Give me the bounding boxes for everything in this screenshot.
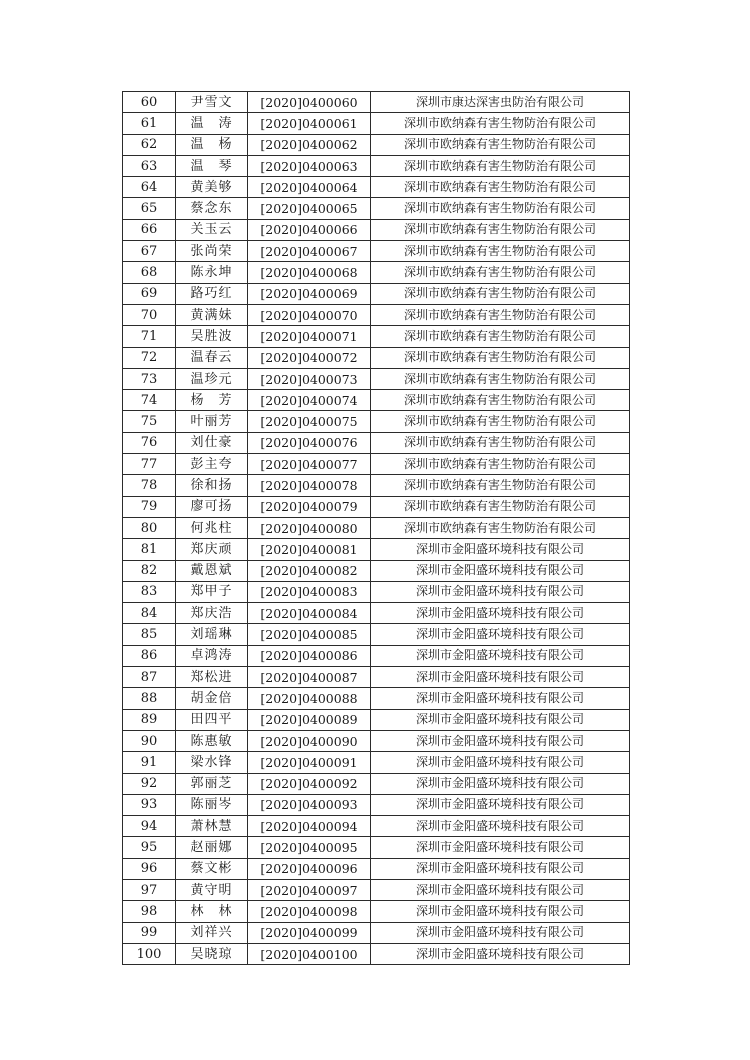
person-name: 郑松进: [176, 667, 248, 688]
table-row: [123, 517, 630, 538]
certificate-number: [2020]0400095: [248, 837, 371, 858]
person-name: 杨 芳: [176, 390, 248, 411]
row-number: 92: [123, 773, 176, 794]
certificate-number: [2020]0400086: [248, 645, 371, 666]
company-name: 深圳市欧纳森有害生物防治有限公司: [371, 241, 630, 262]
company-name: 深圳市欧纳森有害生物防治有限公司: [371, 475, 630, 496]
person-name: 黄美够: [176, 177, 248, 198]
row-number: 93: [123, 794, 176, 815]
roster-body: [123, 92, 630, 965]
row-number: 80: [123, 517, 176, 538]
table-row: [123, 390, 630, 411]
table-row: [123, 773, 630, 794]
person-name: 陈惠敏: [176, 730, 248, 751]
certificate-number: [2020]0400061: [248, 113, 371, 134]
company-name: 深圳市欧纳森有害生物防治有限公司: [371, 134, 630, 155]
certificate-number: [2020]0400072: [248, 347, 371, 368]
certificate-number: [2020]0400075: [248, 411, 371, 432]
row-number: 88: [123, 688, 176, 709]
company-name: 深圳市金阳盛环境科技有限公司: [371, 603, 630, 624]
certificate-number: [2020]0400060: [248, 92, 371, 113]
certificate-number: [2020]0400085: [248, 624, 371, 645]
person-name: 吴胜波: [176, 326, 248, 347]
table-row: [123, 241, 630, 262]
company-name: 深圳市欧纳森有害生物防治有限公司: [371, 347, 630, 368]
person-name: 温 涛: [176, 113, 248, 134]
person-name: 陈丽岑: [176, 794, 248, 815]
company-name: 深圳市欧纳森有害生物防治有限公司: [371, 198, 630, 219]
certificate-number: [2020]0400080: [248, 517, 371, 538]
certificate-number: [2020]0400098: [248, 901, 371, 922]
certificate-roster-table: [122, 91, 630, 965]
row-number: 100: [123, 943, 176, 964]
table-row: [123, 688, 630, 709]
company-name: 深圳市金阳盛环境科技有限公司: [371, 773, 630, 794]
table-row: [123, 645, 630, 666]
person-name: 温珍元: [176, 368, 248, 389]
certificate-number: [2020]0400076: [248, 432, 371, 453]
table-row: [123, 347, 630, 368]
company-name: 深圳市金阳盛环境科技有限公司: [371, 645, 630, 666]
person-name: 叶丽芳: [176, 411, 248, 432]
table-row: [123, 581, 630, 602]
certificate-number: [2020]0400099: [248, 922, 371, 943]
person-name: 卓鸿涛: [176, 645, 248, 666]
company-name: 深圳市金阳盛环境科技有限公司: [371, 730, 630, 751]
table-row: [123, 432, 630, 453]
person-name: 刘祥兴: [176, 922, 248, 943]
row-number: 61: [123, 113, 176, 134]
row-number: 85: [123, 624, 176, 645]
row-number: 95: [123, 837, 176, 858]
company-name: 深圳市康达深害虫防治有限公司: [371, 92, 630, 113]
person-name: 尹雪文: [176, 92, 248, 113]
table-row: [123, 368, 630, 389]
table-row: [123, 92, 630, 113]
company-name: 深圳市欧纳森有害生物防治有限公司: [371, 390, 630, 411]
row-number: 72: [123, 347, 176, 368]
row-number: 71: [123, 326, 176, 347]
company-name: 深圳市金阳盛环境科技有限公司: [371, 667, 630, 688]
person-name: 关玉云: [176, 219, 248, 240]
company-name: 深圳市金阳盛环境科技有限公司: [371, 901, 630, 922]
row-number: 78: [123, 475, 176, 496]
certificate-number: [2020]0400078: [248, 475, 371, 496]
table-row: [123, 219, 630, 240]
person-name: 田四平: [176, 709, 248, 730]
person-name: 廖可扬: [176, 496, 248, 517]
table-row: [123, 262, 630, 283]
certificate-number: [2020]0400077: [248, 454, 371, 475]
table-row: [123, 667, 630, 688]
person-name: 郭丽芝: [176, 773, 248, 794]
certificate-number: [2020]0400063: [248, 155, 371, 176]
table-row: [123, 603, 630, 624]
row-number: 84: [123, 603, 176, 624]
company-name: 深圳市欧纳森有害生物防治有限公司: [371, 219, 630, 240]
company-name: 深圳市金阳盛环境科技有限公司: [371, 943, 630, 964]
table-row: [123, 560, 630, 581]
certificate-number: [2020]0400082: [248, 560, 371, 581]
company-name: 深圳市金阳盛环境科技有限公司: [371, 709, 630, 730]
person-name: 陈永坤: [176, 262, 248, 283]
certificate-number: [2020]0400065: [248, 198, 371, 219]
table-row: [123, 134, 630, 155]
certificate-number: [2020]0400073: [248, 368, 371, 389]
certificate-number: [2020]0400069: [248, 283, 371, 304]
person-name: 萧林慧: [176, 816, 248, 837]
certificate-number: [2020]0400097: [248, 879, 371, 900]
table-row: [123, 943, 630, 964]
person-name: 彭主夸: [176, 454, 248, 475]
certificate-number: [2020]0400089: [248, 709, 371, 730]
table-row: [123, 709, 630, 730]
company-name: 深圳市欧纳森有害生物防治有限公司: [371, 326, 630, 347]
company-name: 深圳市欧纳森有害生物防治有限公司: [371, 432, 630, 453]
row-number: 65: [123, 198, 176, 219]
company-name: 深圳市金阳盛环境科技有限公司: [371, 816, 630, 837]
row-number: 83: [123, 581, 176, 602]
certificate-number: [2020]0400084: [248, 603, 371, 624]
company-name: 深圳市欧纳森有害生物防治有限公司: [371, 304, 630, 325]
row-number: 86: [123, 645, 176, 666]
table-row: [123, 624, 630, 645]
row-number: 77: [123, 454, 176, 475]
person-name: 黄满妹: [176, 304, 248, 325]
row-number: 76: [123, 432, 176, 453]
table-row: [123, 879, 630, 900]
company-name: 深圳市金阳盛环境科技有限公司: [371, 858, 630, 879]
table-row: [123, 837, 630, 858]
certificate-number: [2020]0400071: [248, 326, 371, 347]
person-name: 温 琴: [176, 155, 248, 176]
table-row: [123, 539, 630, 560]
row-number: 63: [123, 155, 176, 176]
table-row: [123, 283, 630, 304]
person-name: 林 林: [176, 901, 248, 922]
table-row: [123, 177, 630, 198]
company-name: 深圳市金阳盛环境科技有限公司: [371, 922, 630, 943]
row-number: 62: [123, 134, 176, 155]
row-number: 79: [123, 496, 176, 517]
table-row: [123, 155, 630, 176]
company-name: 深圳市金阳盛环境科技有限公司: [371, 752, 630, 773]
table-row: [123, 816, 630, 837]
row-number: 81: [123, 539, 176, 560]
company-name: 深圳市金阳盛环境科技有限公司: [371, 581, 630, 602]
row-number: 73: [123, 368, 176, 389]
row-number: 75: [123, 411, 176, 432]
table-row: [123, 454, 630, 475]
company-name: 深圳市金阳盛环境科技有限公司: [371, 794, 630, 815]
company-name: 深圳市欧纳森有害生物防治有限公司: [371, 517, 630, 538]
table-row: [123, 411, 630, 432]
table-row: [123, 901, 630, 922]
company-name: 深圳市欧纳森有害生物防治有限公司: [371, 368, 630, 389]
person-name: 张尚荣: [176, 241, 248, 262]
table-row: [123, 113, 630, 134]
company-name: 深圳市金阳盛环境科技有限公司: [371, 539, 630, 560]
certificate-number: [2020]0400068: [248, 262, 371, 283]
certificate-number: [2020]0400087: [248, 667, 371, 688]
certificate-number: [2020]0400064: [248, 177, 371, 198]
table-row: [123, 475, 630, 496]
row-number: 68: [123, 262, 176, 283]
person-name: 蔡念东: [176, 198, 248, 219]
company-name: 深圳市金阳盛环境科技有限公司: [371, 560, 630, 581]
company-name: 深圳市欧纳森有害生物防治有限公司: [371, 283, 630, 304]
company-name: 深圳市金阳盛环境科技有限公司: [371, 879, 630, 900]
table-row: [123, 198, 630, 219]
certificate-number: [2020]0400093: [248, 794, 371, 815]
table-row: [123, 922, 630, 943]
person-name: 路巧红: [176, 283, 248, 304]
row-number: 82: [123, 560, 176, 581]
person-name: 蔡文彬: [176, 858, 248, 879]
row-number: 87: [123, 667, 176, 688]
certificate-number: [2020]0400083: [248, 581, 371, 602]
row-number: 60: [123, 92, 176, 113]
company-name: 深圳市金阳盛环境科技有限公司: [371, 624, 630, 645]
table-row: [123, 752, 630, 773]
table-row: [123, 304, 630, 325]
person-name: 何兆柱: [176, 517, 248, 538]
row-number: 67: [123, 241, 176, 262]
company-name: 深圳市欧纳森有害生物防治有限公司: [371, 454, 630, 475]
table-row: [123, 858, 630, 879]
person-name: 郑庆浩: [176, 603, 248, 624]
person-name: 温 杨: [176, 134, 248, 155]
company-name: 深圳市欧纳森有害生物防治有限公司: [371, 496, 630, 517]
person-name: 徐和扬: [176, 475, 248, 496]
company-name: 深圳市欧纳森有害生物防治有限公司: [371, 411, 630, 432]
certificate-number: [2020]0400062: [248, 134, 371, 155]
person-name: 刘仕豪: [176, 432, 248, 453]
person-name: 温春云: [176, 347, 248, 368]
table-row: [123, 794, 630, 815]
company-name: 深圳市欧纳森有害生物防治有限公司: [371, 177, 630, 198]
company-name: 深圳市欧纳森有害生物防治有限公司: [371, 262, 630, 283]
row-number: 66: [123, 219, 176, 240]
row-number: 74: [123, 390, 176, 411]
person-name: 赵丽娜: [176, 837, 248, 858]
row-number: 70: [123, 304, 176, 325]
company-name: 深圳市金阳盛环境科技有限公司: [371, 688, 630, 709]
person-name: 梁水锋: [176, 752, 248, 773]
certificate-number: [2020]0400079: [248, 496, 371, 517]
certificate-number: [2020]0400088: [248, 688, 371, 709]
person-name: 刘瑶琳: [176, 624, 248, 645]
row-number: 96: [123, 858, 176, 879]
row-number: 89: [123, 709, 176, 730]
certificate-number: [2020]0400091: [248, 752, 371, 773]
table-row: [123, 496, 630, 517]
row-number: 69: [123, 283, 176, 304]
certificate-number: [2020]0400074: [248, 390, 371, 411]
company-name: 深圳市欧纳森有害生物防治有限公司: [371, 155, 630, 176]
company-name: 深圳市欧纳森有害生物防治有限公司: [371, 113, 630, 134]
person-name: 郑庆顽: [176, 539, 248, 560]
company-name: 深圳市金阳盛环境科技有限公司: [371, 837, 630, 858]
certificate-number: [2020]0400066: [248, 219, 371, 240]
person-name: 郑甲子: [176, 581, 248, 602]
row-number: 97: [123, 879, 176, 900]
certificate-number: [2020]0400067: [248, 241, 371, 262]
certificate-number: [2020]0400100: [248, 943, 371, 964]
person-name: 戴恩斌: [176, 560, 248, 581]
certificate-number: [2020]0400096: [248, 858, 371, 879]
row-number: 90: [123, 730, 176, 751]
person-name: 黄守明: [176, 879, 248, 900]
certificate-number: [2020]0400092: [248, 773, 371, 794]
certificate-number: [2020]0400070: [248, 304, 371, 325]
certificate-number: [2020]0400090: [248, 730, 371, 751]
row-number: 94: [123, 816, 176, 837]
row-number: 98: [123, 901, 176, 922]
certificate-number: [2020]0400094: [248, 816, 371, 837]
row-number: 99: [123, 922, 176, 943]
row-number: 91: [123, 752, 176, 773]
person-name: 吴晓琼: [176, 943, 248, 964]
table-row: [123, 326, 630, 347]
person-name: 胡金倍: [176, 688, 248, 709]
table-row: [123, 730, 630, 751]
row-number: 64: [123, 177, 176, 198]
certificate-number: [2020]0400081: [248, 539, 371, 560]
